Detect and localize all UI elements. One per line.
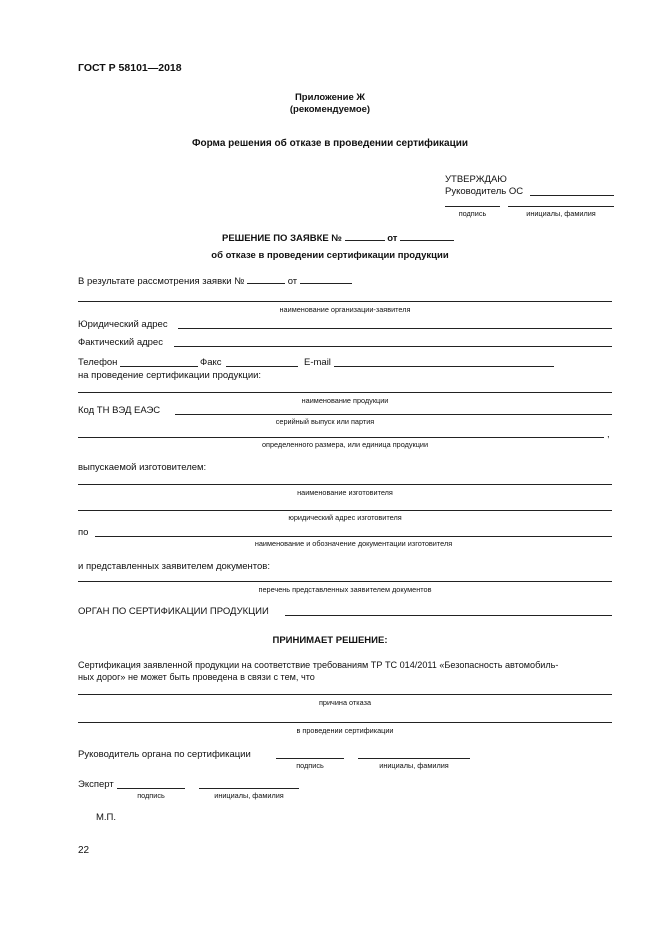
expert-label: Эксперт xyxy=(78,779,114,790)
approve-head-label: Руководитель ОС xyxy=(445,186,524,197)
phone-label: Телефон xyxy=(78,357,118,368)
decision-prefix: РЕШЕНИЕ ПО ЗАЯВКЕ № xyxy=(222,233,342,244)
approve-name-caption: инициалы, фамилия xyxy=(526,209,596,218)
fax-line xyxy=(226,366,298,367)
maker-address-caption: юридический адрес изготовителя xyxy=(288,513,402,522)
page-number: 22 xyxy=(78,845,90,856)
applicant-caption: наименование организации-заявителя xyxy=(279,305,411,314)
sign-head-label: Руководитель органа по сертификации xyxy=(78,749,251,760)
appendix-note: (рекомендуемое) xyxy=(289,104,371,115)
unit-comma: , xyxy=(607,429,610,440)
actual-address-label: Фактический адрес xyxy=(78,337,163,348)
decision-subtitle: об отказе в проведении сертификации продукции xyxy=(211,250,449,261)
submitted-line xyxy=(78,581,612,582)
expert-name-line xyxy=(199,788,299,789)
applicant-line xyxy=(78,301,612,302)
sign-head-signature-line xyxy=(276,758,344,759)
maker-address-line xyxy=(78,510,612,511)
expert-name-caption: инициалы, фамилия xyxy=(214,791,284,800)
sign-head-name-caption: инициалы, фамилия xyxy=(379,761,449,770)
review-prefix: В результате рассмотрения заявки № xyxy=(78,276,245,287)
review-date-blank xyxy=(300,276,352,284)
reason-caption: причина отказа xyxy=(318,698,372,707)
approve-signature-caption: подпись xyxy=(458,209,487,218)
email-label: E-mail xyxy=(304,357,331,368)
resolution-text-line2: ных дорог» не может быть проведена в связи с тем, что xyxy=(78,672,315,682)
form-title: Форма решения об отказе в проведении сертификации xyxy=(191,138,469,149)
expert-signature-line xyxy=(117,788,185,789)
product-caption: наименование продукции xyxy=(301,396,389,405)
batch-caption: серийный выпуск или партия xyxy=(275,417,375,426)
docs-line xyxy=(95,536,612,537)
review-from: от xyxy=(287,276,298,287)
standard-code: ГОСТ Р 58101—2018 xyxy=(78,62,182,74)
actual-address-line xyxy=(174,346,612,347)
body-label: ОРГАН ПО СЕРТИФИКАЦИИ ПРОДУКЦИИ xyxy=(78,606,269,617)
reason-line xyxy=(78,694,612,695)
approve-signature-line xyxy=(445,206,500,207)
refusal-caption: в проведении сертификации xyxy=(296,726,394,735)
product-line xyxy=(78,392,612,393)
for-certification-label: на проведение сертификации продукции: xyxy=(78,370,262,381)
approve-name-line xyxy=(508,206,614,207)
maker-caption: наименование изготовителя xyxy=(297,488,393,497)
decision-number-blank xyxy=(345,233,385,241)
sign-head-name-line xyxy=(358,758,470,759)
expert-signature-caption: подпись xyxy=(137,791,165,800)
legal-address-label: Юридический адрес xyxy=(78,319,168,330)
submitted-caption: перечень представленных заявителем документов xyxy=(258,585,432,594)
fax-label: Факс xyxy=(200,357,222,368)
email-line xyxy=(334,366,554,367)
appendix-title: Приложение Ж xyxy=(294,92,366,103)
resolution-text-line1: Сертификация заявленной продукции на соответствие требованиям ТР ТС 014/2011 «Безопасность автомобиль- xyxy=(78,660,559,670)
unit-caption: определенного размера, или единица продукции xyxy=(261,440,429,449)
tn-ved-line xyxy=(175,414,612,415)
review-line xyxy=(78,276,352,287)
docs-caption: наименование и обозначение документации изготовителя xyxy=(254,539,453,548)
stamp-label: М.П. xyxy=(96,812,117,823)
approve-word: УТВЕРЖДАЮ xyxy=(445,174,507,185)
by-label: по xyxy=(78,527,89,538)
resolution-heading: ПРИНИМАЕТ РЕШЕНИЕ: xyxy=(272,635,388,646)
decision-line1 xyxy=(222,233,454,244)
decision-date-blank xyxy=(400,233,454,241)
unit-line xyxy=(78,437,604,438)
made-by-label: выпускаемой изготовителем: xyxy=(78,462,207,473)
refusal-line xyxy=(78,722,612,723)
submitted-label: и представленных заявителем документов: xyxy=(78,561,270,572)
decision-from: от xyxy=(387,233,398,244)
sign-head-signature-caption: подпись xyxy=(296,761,324,770)
review-number-blank xyxy=(247,276,285,284)
tn-ved-label: Код ТН ВЭД ЕАЭС xyxy=(78,405,161,416)
phone-line xyxy=(120,366,198,367)
approve-head-line xyxy=(530,195,614,196)
maker-line xyxy=(78,484,612,485)
legal-address-line xyxy=(178,328,612,329)
body-line xyxy=(285,615,612,616)
